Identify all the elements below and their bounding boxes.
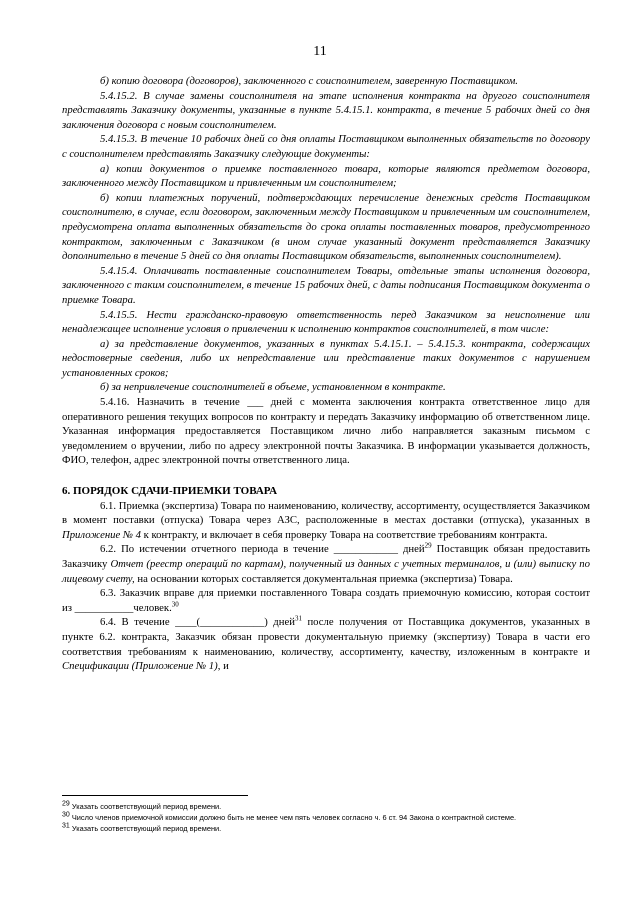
- footnote-29: $^{29}$ Указать соответствующий период времени.: [62, 800, 222, 811]
- paragraph-5-4-15-5: 5.4.15.5. Нести гражданско-правовую ответственность перед Заказчиком за неисполнение или ненадлежащее исполнение условия о привлечении к исполнению контрактов соисполнителей, в том числе:: [62, 308, 590, 336]
- specification-reference: Спецификации (Приложение № 1): [62, 660, 218, 673]
- footnotes: [62, 801, 590, 835]
- footnote-ref-30: 30: [171, 600, 179, 609]
- footnote-ref-29: 29: [424, 541, 432, 550]
- document-body: [62, 74, 590, 674]
- paragraph-copy-contract: б) копию договора (договоров), заключенного с соисполнителем, заверенную Поставщиком.: [100, 75, 518, 87]
- footnote-30: $^{30}$ Число членов приемочной комиссии должно быть не менее чем пять человек согласно ч. 6 ст. 94 Закона о контрактной системе.: [62, 811, 517, 823]
- paragraph-5-4-16: 5.4.16. Назначить в течение ___ дней с момента заключения контракта ответственное лицо для оперативного решения текущих вопросов по контракту и передать Заказчику информацию об ответственном лице. Указанная информация предоставляется Поставщиком лично либо направляется заказным письмом с уведомлением о вручении, либо по адресу электронной почты Заказчика. В информации указывается должность, ФИО, телефон, адрес электронной почты ответственного лица.: [62, 396, 590, 467]
- paragraph-5-4-15-3: 5.4.15.3. В течение 10 рабочих дней со дня оплаты Поставщиком выполненных обязательств по договору с соисполнителем представлять Заказчику следующие документы:: [62, 133, 590, 160]
- paragraph-item-a-acceptance-docs: а) копии документов о приемке поставленного товара, которые являются предметом договора, заключенного между Поставщиком и привлеченным им соисполнителем;: [62, 162, 590, 190]
- paragraph-5-4-15-2: 5.4.15.2. В случае замены соисполнителя на этапе исполнения контракта на другого соисполнителя представлять Заказчику документы, указанные в пункте 5.4.15.1. контракта, в течение 5 рабочих дней со дня заключения договора с новым соисполнителем.: [62, 89, 590, 131]
- footnote-31: $^{31}$ Указать соответствующий период времени.: [62, 822, 222, 834]
- report-reference: Отчет (реестр операций по картам), полученный из данных с учетных терминалов, и (или) выписку по лицевому счету,: [62, 558, 590, 585]
- paragraph-5-4-15-4: 5.4.15.4. Оплачивать поставленные соисполнителем Товары, отдельные этапы исполнения договора, заключенного с таким соисполнителем, в течение 15 рабочих дней, с даты подписания Поставщиком документа о приемке Товара.: [62, 264, 590, 306]
- appendix-4-reference: Приложение № 4: [62, 528, 141, 541]
- page-number: 11: [313, 44, 327, 59]
- section-6-heading: 6. ПОРЯДОК СДАЧИ-ПРИЕМКИ ТОВАРА: [62, 485, 278, 498]
- paragraph-6-1: 6.1. Приемка (экспертиза) Товара по наименованию, количеству, ассортименту, осуществляется Заказчиком в момент поставки (отпуска) Товара через АЗС, расположенные в местах доставки (отпуска), указанных в Приложение № 4 к контракту, и включает в себя проверку Товара на соответствие требованиям контракта.: [62, 499, 590, 541]
- footnote-ref-31: 31: [294, 614, 302, 623]
- paragraph-6-2: 6.2. По истечении отчетного периода в течение ____________ дней$^{29}$ Поставщик обязан предоставить Заказчику Отчет (реестр операций по картам), полученный из данных с учетных терминалов, и (или) выписку по лицевому счету, на основании которых составляется документальная приемка (экспертиза) Товара.: [62, 541, 591, 585]
- footnote-separator: [62, 795, 248, 796]
- paragraph-item-b-non-involvement: б) за непривлечение соисполнителей в объеме, установленном в контракте.: [100, 381, 446, 394]
- paragraph-item-b-payment-orders: б) копии платежных поручений, подтверждающих перечисление денежных средств Поставщиком соисполнителю, в случае, если договором, заключенным между Поставщиком и привлеченным им соисполнителем, предусмотрена оплата выполненных обязательств до срока оплаты поставленных товаров, предусмотренного контрактом, заключенным с Заказчиком (в ином случае указанный документ представляется Заказчику дополнительно в течение 5 дней со дня оплаты Поставщиком обязательств, выполненных соисполнителем).: [62, 191, 590, 263]
- paragraph-6-3: 6.3. Заказчик вправе для приемки поставленного Товара создать приемочную комиссию, которая состоит из ___________человек.$^{30}$: [62, 587, 590, 614]
- paragraph-6-4: 6.4. В течение ____(____________) дней$^{31}$ после получения от Поставщика документов, указанных в пункте 6.2. контракта, Заказчик обязан провести документальную приемку (экспертизу) Товара в части его соответствия требованиям к наименованию, количеству, ассортименту, качеству, изложенным в контракте и Спецификации (Приложение № 1), и: [62, 614, 590, 673]
- paragraph-item-a-documents: а) за представление документов, указанных в пунктах 5.4.15.1. – 5.4.15.3. контракта, содержащих недостоверные сведения, либо их непредставление или представление таких документов с нарушением установленных сроков;: [62, 337, 590, 379]
